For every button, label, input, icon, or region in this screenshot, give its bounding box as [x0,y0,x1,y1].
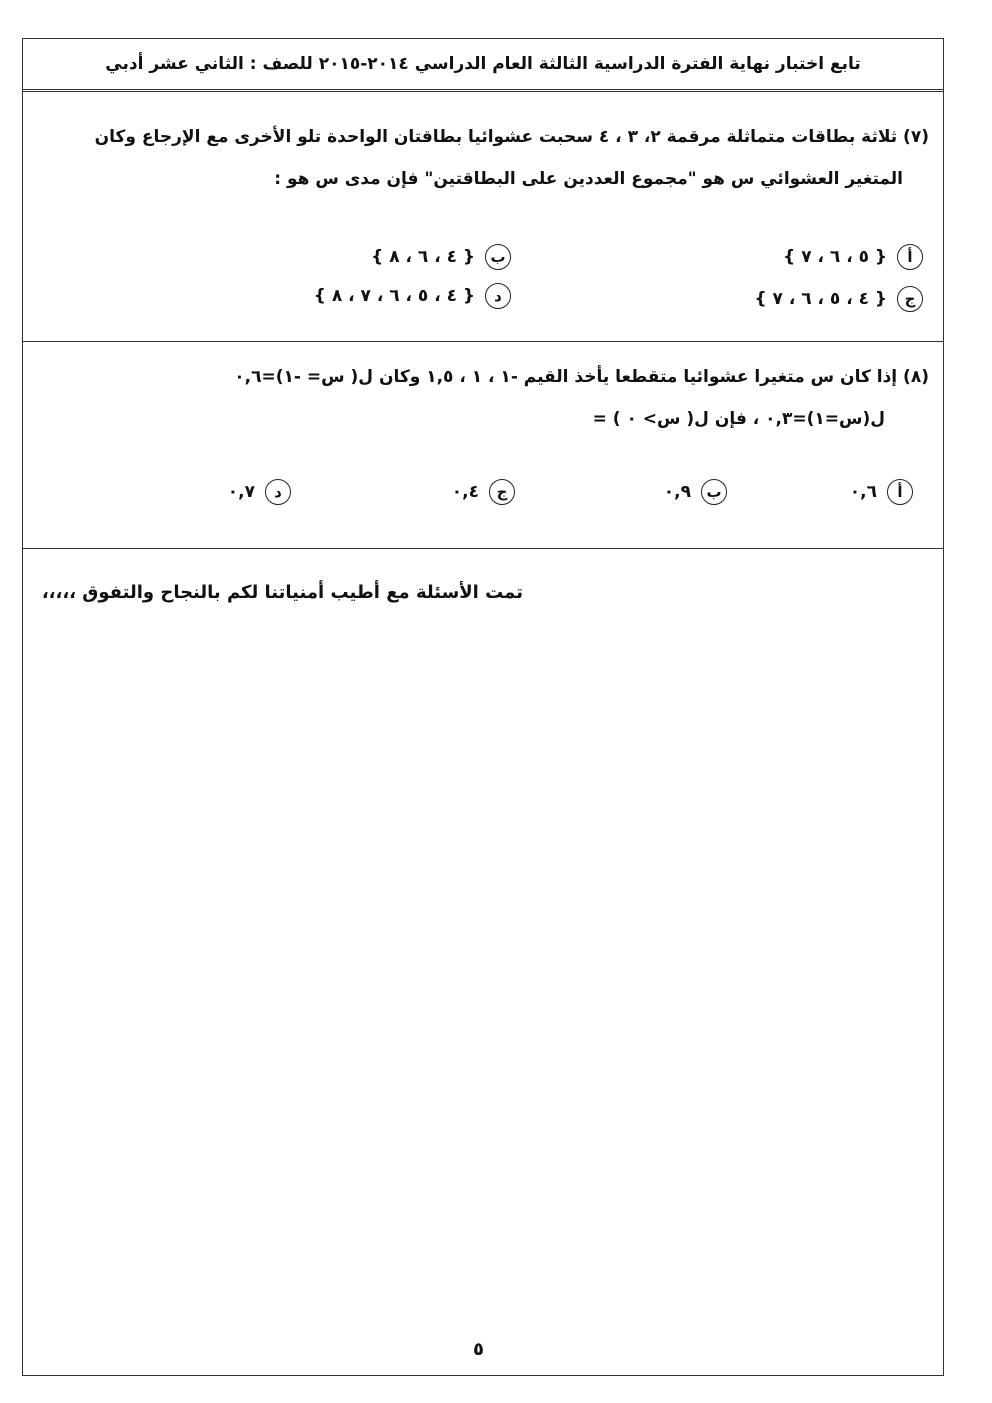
question-8-section [23,341,943,549]
option-text-c: ٠,٤ [451,482,479,502]
option-letter-c: ج [489,479,515,505]
question-8-option-d[interactable] [228,479,291,505]
exam-header [23,39,943,92]
option-text-b: { ٤ ، ٦ ، ٨ } [371,247,475,267]
question-7-option-d[interactable] [314,283,511,309]
exam-page-frame [22,38,944,1376]
option-letter-a: أ [897,244,923,270]
question-7-text-line-2: المتغير العشوائي س هو "مجموع العددين على البطاقتين" فإن مدى س هو : [274,169,903,189]
option-letter-b: ب [485,244,511,270]
option-text-b: ٠,٩ [663,482,691,502]
option-letter-b: ب [701,479,727,505]
question-7-option-c[interactable] [754,286,923,312]
question-8-text-line-2: ل(س=١)=٠,٣ ، فإن ل( س> ٠ ) = [592,409,885,429]
question-7-text-line-1: (٧) ثلاثة بطاقات متماثلة مرقمة ٢، ٣ ، ٤ سحبت عشوائيا بطاقتان الواحدة تلو الأخرى مع الإرجاع وكان [94,127,929,147]
option-text-d: ٠,٧ [227,482,255,502]
question-8-option-c[interactable] [452,479,515,505]
question-7-option-b[interactable] [371,244,511,270]
option-letter-d: د [265,479,291,505]
question-8-option-a[interactable] [850,479,913,505]
question-7-option-a[interactable] [783,244,923,270]
option-text-a: ٠,٦ [849,482,877,502]
option-text-a: { ٥ ، ٦ ، ٧ } [783,247,887,267]
option-text-c: { ٤ ، ٥ ، ٦ ، ٧ } [754,289,887,309]
option-letter-a: أ [887,479,913,505]
page-number: ٥ [473,1339,484,1360]
question-7-section [23,89,943,342]
option-letter-c: ج [897,286,923,312]
exam-header-title: تابع اختبار نهاية الفترة الدراسية الثالثة العام الدراسي ٢٠١٤-٢٠١٥ للصف : الثاني عشر أدبي [105,54,861,74]
option-letter-d: د [485,283,511,309]
closing-message: تمت الأسئلة مع أطيب أمنياتنا لكم بالنجاح والتفوق ،،،،، [41,582,523,603]
question-8-text-line-1: (٨) إذا كان س متغيرا عشوائيا متقطعا يأخذ القيم -١ ، ١ ، ١,٥ وكان ل( س= -١)=٠,٦ [234,367,929,387]
option-text-d: { ٤ ، ٥ ، ٦ ، ٧ ، ٨ } [313,286,475,306]
question-8-option-b[interactable] [664,479,727,505]
